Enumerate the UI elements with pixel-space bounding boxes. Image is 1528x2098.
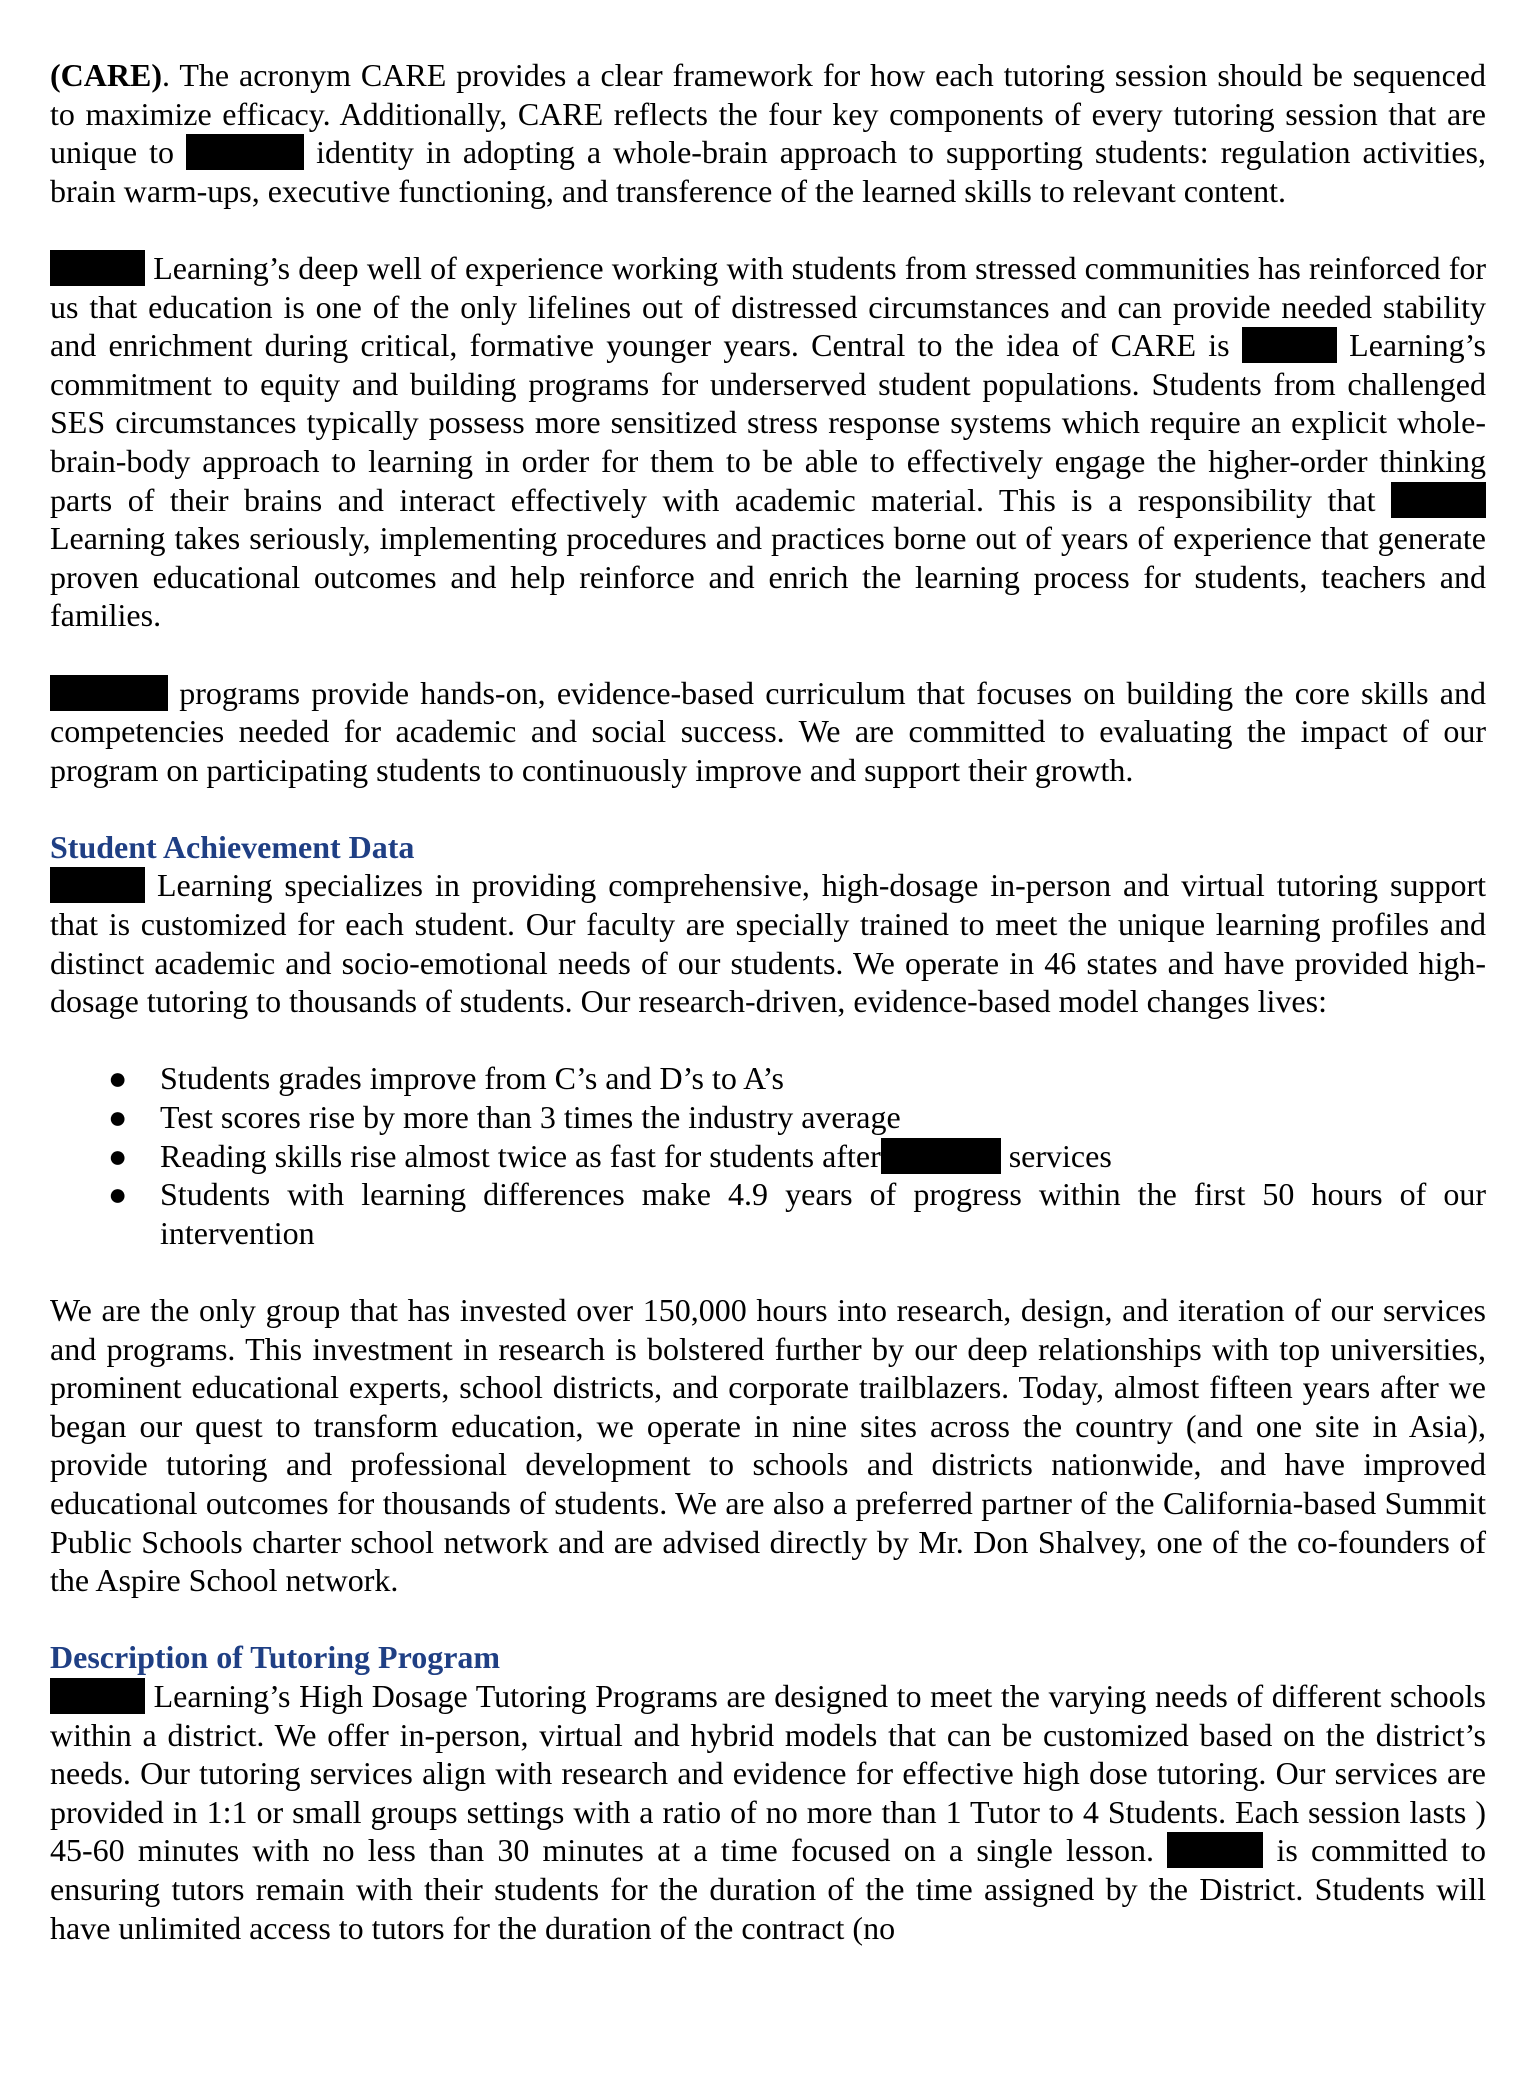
redaction-block	[1242, 327, 1337, 363]
redaction-block	[1391, 482, 1486, 518]
intro-text-2: identity in adopting a whole-brain approach to supporting students: regulation activities, brain warm-ups, executive functioning, and transference of the learned skills to relevant content.	[50, 134, 1487, 209]
list-item	[108, 1059, 1486, 1098]
achievement-heading: Student Achievement Data	[50, 828, 415, 865]
experience-paragraph	[50, 249, 1486, 635]
experience-text-1: Learning’s deep well of experience working with students from stressed communities has reinforced for us that education is one of the only lifelines out of distressed circumstances and can provide needed stability and enrichment during critical, formative younger years. Central to the idea of CARE is	[50, 249, 1486, 364]
programs-paragraph	[50, 674, 1486, 790]
list-item	[108, 1098, 1486, 1137]
closing-paragraph: We are the only group that has invested over 150,000 hours into research, design, and iteration of our services and programs. This investment in research is bolstered further by our deep relationships with top universities, prominent educational experts, school districts, and corporate trailblazers. Today, almost fifteen years after we began our quest to transform education, we operate in nine sites across the country (and one site in Asia), provide tutoring and professional development to schools and districts nationwide, and have improved educational outcomes for thousands of students. We are also a preferred partner of the California-based Summit Public Schools charter school network and are advised directly by Mr. Don Shalvey, one of the co-founders of the Aspire School network.	[50, 1292, 1486, 1599]
intro-text-1: . The acronym CARE provides a clear framework for how each tutoring session should be sequenced to maximize efficacy. Additionally, CARE reflects the four key components of every tutoring session that are unique to	[50, 57, 1486, 171]
list-item	[108, 1137, 1486, 1176]
experience-text-3: Learning takes seriously, implementing procedures and practices borne out of years of experience that generate proven educational outcomes and help reinforce and enrich the learning process for students, teachers and families.	[50, 520, 1486, 634]
tutoring-text-2: is committed to ensuring tutors remain with their students for the duration of the time assigned by the District. Students will have unlimited access to tutors for the duration of the contract (no	[50, 1832, 1487, 1946]
redaction-block	[50, 250, 145, 286]
bullet-text: Reading skills rise almost twice as fast for students after	[160, 1137, 881, 1174]
care-acronym: (CARE)	[50, 57, 162, 93]
redaction-block	[50, 867, 145, 903]
achievement-text: Learning specializes in providing comprehensive, high-dosage in-person and virtual tutoring support that is customized for each student. Our faculty are specially trained to meet the unique learning profiles and distinct academic and socio-emotional needs of our students. We operate in 46 states and have provided high-dosage tutoring to thousands of students. Our research-driven, evidence-based model changes lives:	[50, 867, 1486, 1020]
programs-text: programs provide hands-on, evidence-based curriculum that focuses on building the core skills and competencies needed for academic and social success. We are committed to evaluating the impact of our program on participating students to continuously improve and support their growth.	[50, 674, 1486, 788]
tutoring-text-1: Learning’s High Dosage Tutoring Programs are designed to meet the varying needs of different schools within a district. We offer in-person, virtual and hybrid models that can be customized based on the district’s needs. Our tutoring services align with research and evidence for effective high dose tutoring. Our services are provided in 1:1 or small groups settings with a ratio of no more than 1 Tutor to 4 Students. Each session lasts ) 45-60 minutes with no less than 30 minutes at a time focused on a single lesson.	[50, 1677, 1486, 1869]
redaction-block	[1167, 1832, 1263, 1868]
tutoring-heading: Description of Tutoring Program	[50, 1639, 501, 1676]
tutoring-paragraph	[50, 1677, 1486, 1947]
experience-text-2: Learning’s commitment to equity and building programs for underserved student populations. Students from challenged SES circumstances typically possess more sensitized stress response systems which require an explicit whole-brain-body approach to learning in order for them to be able to effectively engage the higher-order thinking parts of their brains and interact effectively with academic material. This is a responsibility that	[50, 327, 1487, 518]
bullet-icon: ●	[108, 1176, 128, 1213]
achievement-paragraph	[50, 866, 1486, 1020]
intro-paragraph	[50, 56, 1486, 210]
redaction-block	[186, 134, 304, 170]
achievement-bullet-list	[50, 1059, 1486, 1252]
bullet-icon: ●	[108, 1060, 128, 1097]
bullet-icon: ●	[108, 1137, 128, 1174]
bullet-icon: ●	[108, 1099, 128, 1136]
redaction-block	[881, 1138, 1001, 1174]
redaction-block	[50, 675, 168, 711]
bullet-text: Test scores rise by more than 3 times the industry average	[160, 1099, 901, 1136]
redaction-block	[50, 1678, 145, 1714]
document-page	[50, 56, 1486, 1947]
bullet-text: Students with learning differences make 4.9 years of progress within the first 50 hours of our intervention	[160, 1176, 1486, 1251]
bullet-text-suffix: services	[1000, 1137, 1112, 1174]
bullet-text: Students grades improve from C’s and D’s to A’s	[160, 1060, 784, 1097]
list-item	[108, 1175, 1486, 1252]
